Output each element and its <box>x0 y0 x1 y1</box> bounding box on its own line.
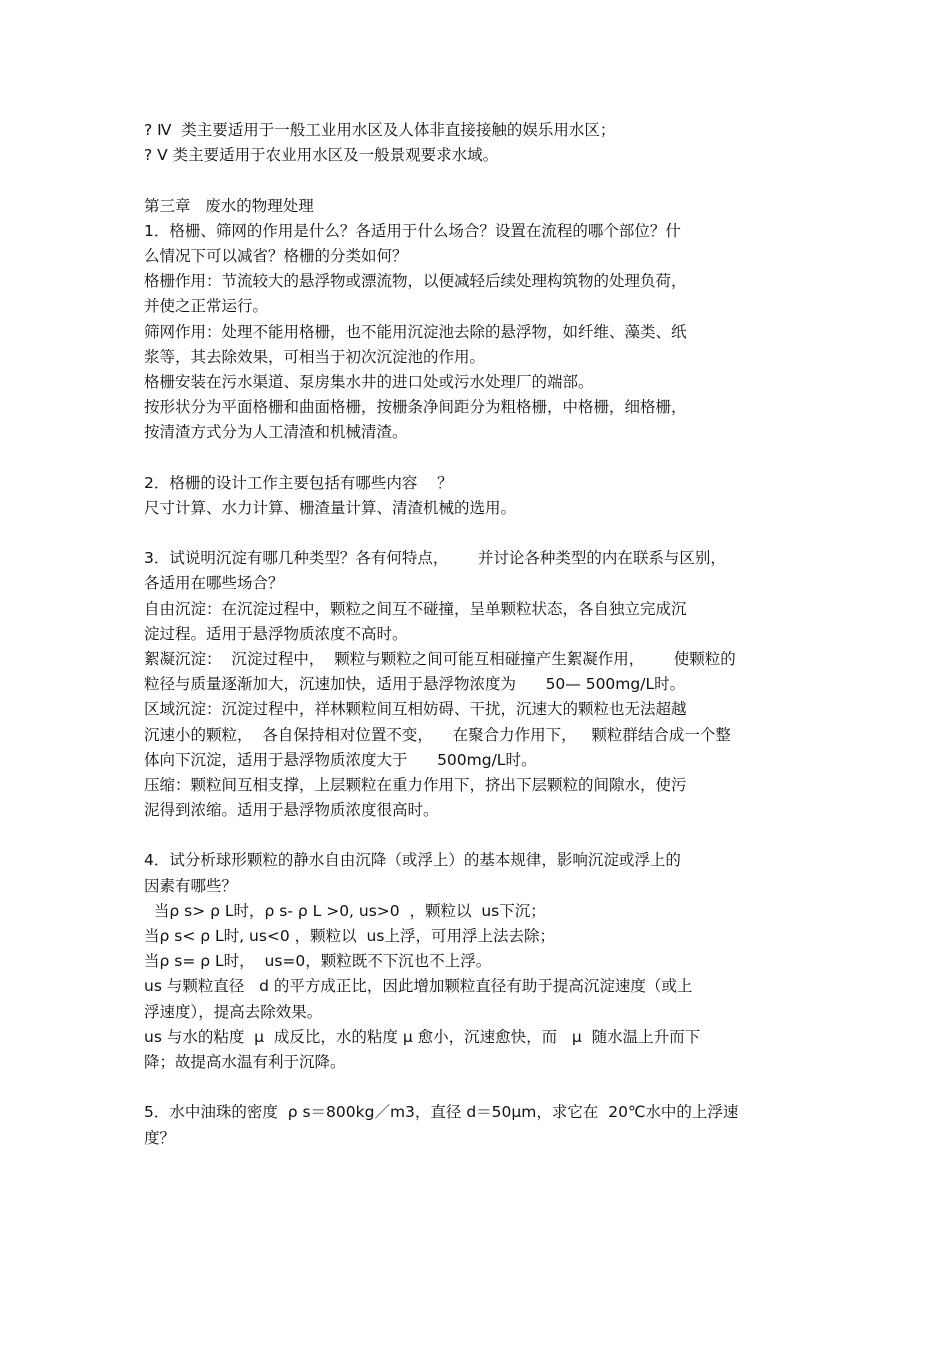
text-line: 按形状分为平面格栅和曲面格栅，按栅条净间距分为粗格栅，中格栅，细格栅， <box>144 398 687 417</box>
text-line: 尺寸计算、水力计算、栅渣量计算、清渣机械的选用。 <box>144 498 517 517</box>
text-line: 当ρ s< ρ L时, us<0 ，颗粒以 us上浮，可用浮上法去除； <box>144 927 555 945</box>
text-line: 筛网作用：处理不能用格栅，也不能用沉淀池去除的悬浮物，如纤维、藻类、纸 <box>144 322 687 341</box>
text-line: 么情况下可以减省？格栅的分类如何？ <box>144 246 408 265</box>
blank-line <box>144 1075 824 1100</box>
text-line: 当ρ s> ρ L时，ρ s- ρ L >0, us>0 ，颗粒以 us下沉； <box>144 901 546 920</box>
text-line: us 与水的粘度 μ 成反比，水的粘度 μ 愈小，沉速愈快，而 μ 随水温上升而下 <box>144 1027 701 1046</box>
text-line: 浮速度），提高去除效果。 <box>144 1002 323 1021</box>
blank-line <box>144 168 824 193</box>
blank-line <box>144 823 824 848</box>
text-line: ? Ⅳ 类主要适用于一般工业用水区及人体非直接接触的娱乐用水区； <box>144 121 616 139</box>
text-line: 第三章 废水的物理处理 <box>144 196 314 215</box>
text-line: 压缩：颗粒间互相支撑，上层颗粒在重力作用下，挤出下层颗粒的间隙水，使污 <box>144 775 687 794</box>
document-page <box>144 118 824 1151</box>
text-line: 1．格栅、筛网的作用是什么？各适用于什么场合？设置在流程的哪个部位？什 <box>144 221 681 240</box>
text-line: 并使之正常运行。 <box>144 297 269 316</box>
text-line: 格栅作用：节流较大的悬浮物或漂流物，以便减轻后续处理构筑物的处理负荷， <box>144 272 687 291</box>
blank-line <box>144 521 824 546</box>
text-line: us 与颗粒直径 d 的平方成正比，因此增加颗粒直径有助于提高沉淀速度（或上 <box>144 977 693 996</box>
text-line: 格栅安装在污水渠道、泵房集水井的进口处或污水处理厂的端部。 <box>144 372 594 391</box>
text-line: 因素有哪些？ <box>144 876 238 895</box>
text-line: 粒径与质量逐渐加大，沉速加快，适用于悬浮物浓度为 50— 500mg/L时。 <box>144 675 686 694</box>
text-line: 各适用在哪些场合？ <box>144 574 284 593</box>
text-line: 体向下沉淀，适用于悬浮物质浓度大于 500mg/L时。 <box>144 750 537 769</box>
text-line: 度？ <box>144 1128 176 1147</box>
text-line: 淀过程。适用于悬浮物质浓度不高时。 <box>144 624 408 643</box>
text-line: 降；故提高水温有利于沉降。 <box>144 1052 346 1071</box>
text-line: 浆等，其去除效果，可相当于初次沉淀池的作用。 <box>144 347 486 366</box>
text-line: 2．格栅的设计工作主要包括有哪些内容 ？ <box>144 473 453 492</box>
text-line: 3．试说明沉淀有哪几种类型？各有何特点， 并讨论各种类型的内在联系与区别， <box>144 549 726 568</box>
text-line: ? Ⅴ 类主要适用于农业用水区及一般景观要求水域。 <box>144 146 499 165</box>
text-line: 泥得到浓缩。适用于悬浮物质浓度很高时。 <box>144 801 439 820</box>
text-line: 按清渣方式分为人工清渣和机械清渣。 <box>144 423 408 442</box>
text-line: 区域沉淀：沉淀过程中，祥林颗粒间互相妨碍、干扰，沉速大的颗粒也无法超越 <box>144 700 687 719</box>
text-line: 当ρ s= ρ L时， us=0，颗粒既不下沉也不上浮。 <box>144 952 492 971</box>
text-line: 自由沉淀：在沉淀过程中，颗粒之间互不碰撞，呈单颗粒状态，各自独立完成沉 <box>144 599 687 618</box>
blank-line <box>144 445 824 470</box>
text-line: 4．试分析球形颗粒的静水自由沉降（或浮上）的基本规律，影响沉淀或浮上的 <box>144 851 681 870</box>
text-line: 絮凝沉淀： 沉淀过程中， 颗粒与颗粒之间可能互相碰撞产生絮凝作用， 使颗粒的 <box>144 649 736 668</box>
text-line: 沉速小的颗粒， 各自保持相对位置不变， 在聚合力作用下， 颗粒群结合成一个整 <box>144 725 731 744</box>
text-line: 5．水中油珠的密度 ρ s＝800kg／m3，直径 d＝50μm，求它在 20℃水中的上浮速 <box>144 1103 739 1122</box>
